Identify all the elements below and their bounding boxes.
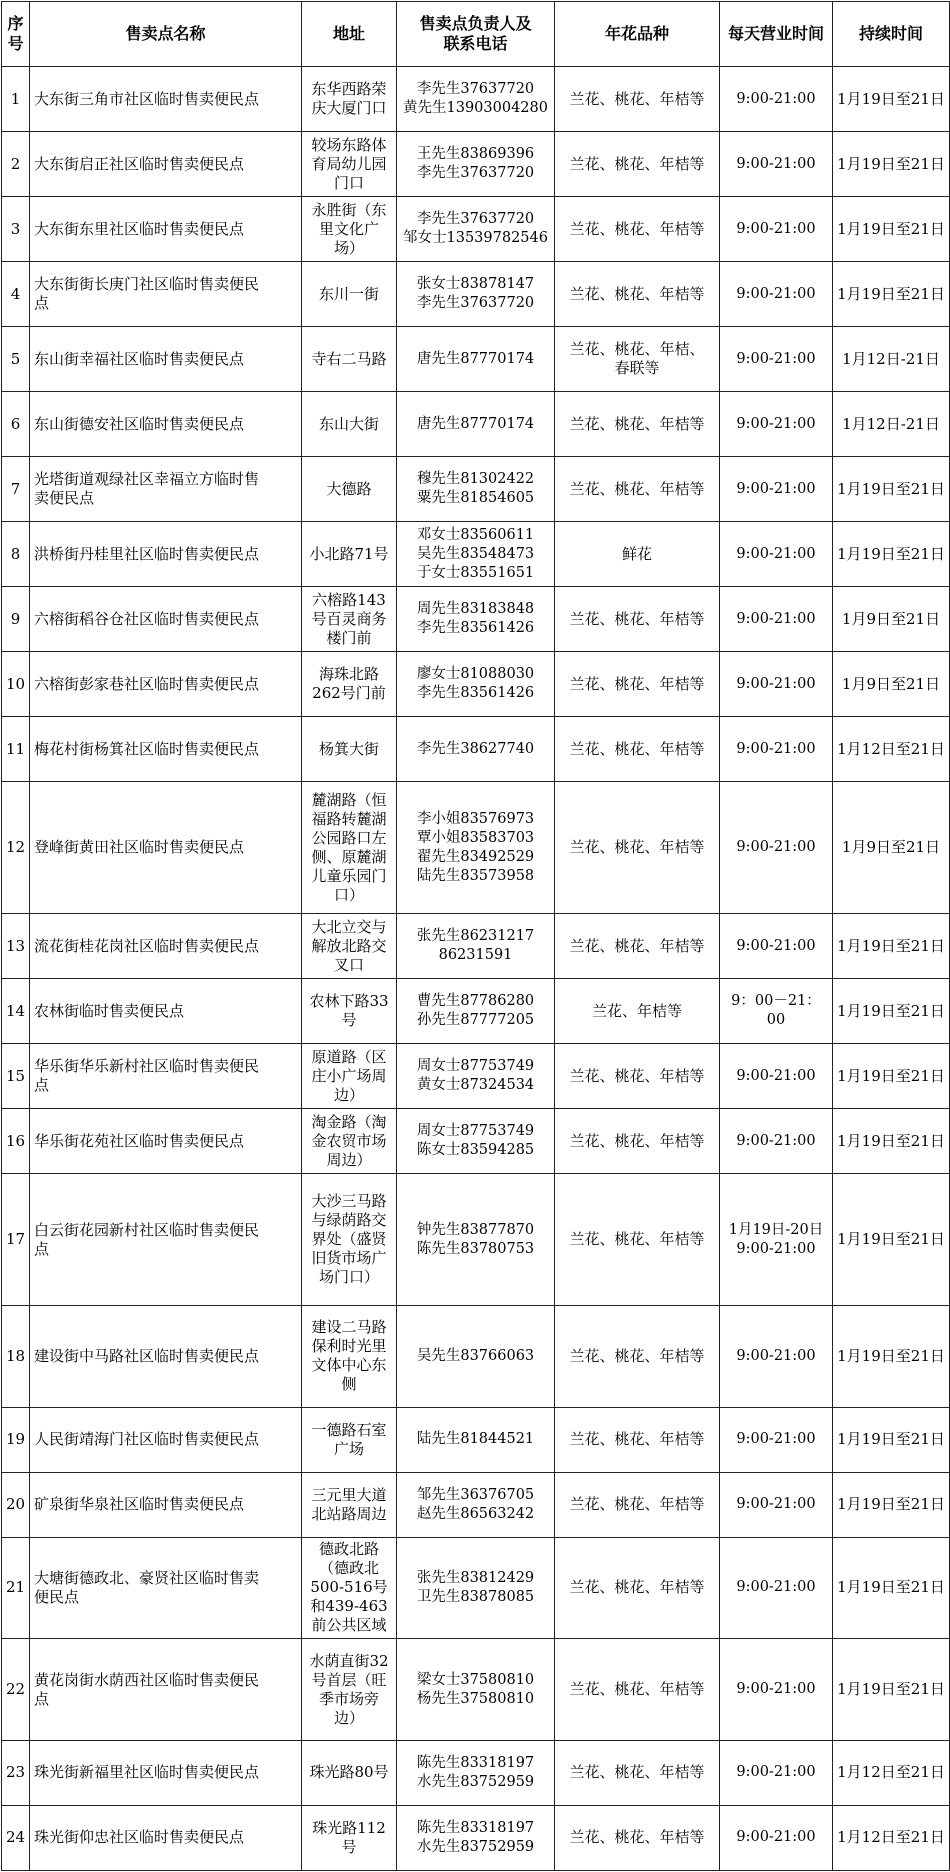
market-contact: 钟先生83877870 陈先生83780753 bbox=[397, 1174, 555, 1306]
header-variety: 年花品种 bbox=[555, 2, 720, 67]
flower-variety: 兰花、桃花、年桔等 bbox=[555, 1805, 720, 1870]
market-name: 黄花岗街水荫西社区临时售卖便民 点 bbox=[30, 1639, 302, 1741]
duration: 1月19日至21日 bbox=[833, 1306, 950, 1408]
table-row bbox=[2, 1044, 950, 1109]
row-no: 20 bbox=[2, 1472, 30, 1537]
table-row bbox=[2, 587, 950, 652]
table-row bbox=[2, 67, 950, 132]
table-row bbox=[2, 522, 950, 587]
market-name: 农林街临时售卖便民点 bbox=[30, 979, 302, 1044]
business-hours: 9:00-21:00 bbox=[720, 1472, 833, 1537]
market-address: 珠光路112 号 bbox=[302, 1805, 397, 1870]
business-hours: 9:00-21:00 bbox=[720, 1805, 833, 1870]
market-address: 大沙三马路 与绿荫路交 界处（盛贤 旧货市场广 场门口） bbox=[302, 1174, 397, 1306]
table-row bbox=[2, 262, 950, 327]
flower-variety: 兰花、桃花、年桔等 bbox=[555, 782, 720, 914]
market-contact: 吴先生83766063 bbox=[397, 1306, 555, 1408]
market-name: 六榕街彭家巷社区临时售卖便民点 bbox=[30, 652, 302, 717]
business-hours: 9:00-21:00 bbox=[720, 717, 833, 782]
business-hours: 9:00-21:00 bbox=[720, 1407, 833, 1472]
market-address: 大北立交与 解放北路交 叉口 bbox=[302, 914, 397, 979]
row-no: 1 bbox=[2, 67, 30, 132]
market-name: 洪桥街丹桂里社区临时售卖便民点 bbox=[30, 522, 302, 587]
market-contact: 邓女士83560611 吴先生83548473 于女士83551651 bbox=[397, 522, 555, 587]
row-no: 8 bbox=[2, 522, 30, 587]
flower-variety: 兰花、桃花、年桔等 bbox=[555, 1537, 720, 1639]
market-name: 华乐街花苑社区临时售卖便民点 bbox=[30, 1109, 302, 1174]
table-row bbox=[2, 1537, 950, 1639]
market-name: 梅花村街杨箕社区临时售卖便民点 bbox=[30, 717, 302, 782]
market-contact: 李先生37637720 黄先生13903004280 bbox=[397, 67, 555, 132]
market-address: 东川一街 bbox=[302, 262, 397, 327]
market-name: 大东街三角市社区临时售卖便民点 bbox=[30, 67, 302, 132]
business-hours: 1月19日-20日 9:00-21:00 bbox=[720, 1174, 833, 1306]
table-row bbox=[2, 197, 950, 262]
market-address: 农林下路33 号 bbox=[302, 979, 397, 1044]
business-hours: 9:00-21:00 bbox=[720, 652, 833, 717]
market-address: 水荫直街32 号首层（旺 季市场旁 边） bbox=[302, 1639, 397, 1741]
duration: 1月12日-21日 bbox=[833, 327, 950, 392]
duration: 1月19日至21日 bbox=[833, 979, 950, 1044]
flower-variety: 兰花、桃花、年桔等 bbox=[555, 392, 720, 457]
market-name: 大东街启正社区临时售卖便民点 bbox=[30, 132, 302, 197]
table-row bbox=[2, 782, 950, 914]
market-contact: 陆先生81844521 bbox=[397, 1407, 555, 1472]
market-name: 流花街桂花岗社区临时售卖便民点 bbox=[30, 914, 302, 979]
duration: 1月12日至21日 bbox=[833, 1805, 950, 1870]
market-contact: 梁女士37580810 杨先生37580810 bbox=[397, 1639, 555, 1741]
table-row bbox=[2, 1639, 950, 1741]
market-address: 海珠北路 262号门前 bbox=[302, 652, 397, 717]
market-contact: 张女士83878147 李先生37637720 bbox=[397, 262, 555, 327]
table-row bbox=[2, 914, 950, 979]
market-name: 建设街中马路社区临时售卖便民点 bbox=[30, 1306, 302, 1408]
market-contact: 曹先生87786280 孙先生87777205 bbox=[397, 979, 555, 1044]
duration: 1月19日至21日 bbox=[833, 132, 950, 197]
table-row bbox=[2, 327, 950, 392]
market-address: 三元里大道 北站路周边 bbox=[302, 1472, 397, 1537]
market-address: 德政北路 （德政北 500-516号 和439-463 前公共区域 bbox=[302, 1537, 397, 1639]
market-address: 永胜街（东 里文化广 场） bbox=[302, 197, 397, 262]
market-name: 东山街德安社区临时售卖便民点 bbox=[30, 392, 302, 457]
row-no: 4 bbox=[2, 262, 30, 327]
row-no: 5 bbox=[2, 327, 30, 392]
market-address: 珠光路80号 bbox=[302, 1740, 397, 1805]
row-no: 10 bbox=[2, 652, 30, 717]
row-no: 18 bbox=[2, 1306, 30, 1408]
table-row bbox=[2, 1740, 950, 1805]
table-row bbox=[2, 1174, 950, 1306]
header-name: 售卖点名称 bbox=[30, 2, 302, 67]
header-no: 序 号 bbox=[2, 2, 30, 67]
market-name: 登峰街黄田社区临时售卖便民点 bbox=[30, 782, 302, 914]
flower-variety: 兰花、桃花、年桔等 bbox=[555, 1639, 720, 1741]
market-name: 光塔街道观绿社区幸福立方临时售 卖便民点 bbox=[30, 457, 302, 522]
duration: 1月19日至21日 bbox=[833, 1044, 950, 1109]
market-contact: 周先生83183848 李先生83561426 bbox=[397, 587, 555, 652]
market-name: 大塘街德政北、豪贤社区临时售卖 便民点 bbox=[30, 1537, 302, 1639]
market-contact: 唐先生87770174 bbox=[397, 392, 555, 457]
market-contact: 陈先生83318197 水先生83752959 bbox=[397, 1805, 555, 1870]
business-hours: 9:00-21:00 bbox=[720, 1639, 833, 1741]
duration: 1月19日至21日 bbox=[833, 197, 950, 262]
row-no: 7 bbox=[2, 457, 30, 522]
market-address: 寺右二马路 bbox=[302, 327, 397, 392]
flower-variety: 兰花、桃花、年桔等 bbox=[555, 1174, 720, 1306]
business-hours: 9:00-21:00 bbox=[720, 1537, 833, 1639]
market-contact: 廖女士81088030 李先生83561426 bbox=[397, 652, 555, 717]
table-row bbox=[2, 1472, 950, 1537]
row-no: 24 bbox=[2, 1805, 30, 1870]
market-contact: 周女士87753749 黄女士87324534 bbox=[397, 1044, 555, 1109]
flower-variety: 兰花、桃花、年桔等 bbox=[555, 1407, 720, 1472]
duration: 1月19日至21日 bbox=[833, 1407, 950, 1472]
flower-variety: 兰花、桃花、年桔、 春联等 bbox=[555, 327, 720, 392]
market-name: 人民街靖海门社区临时售卖便民点 bbox=[30, 1407, 302, 1472]
market-address: 较场东路体 育局幼儿园 门口 bbox=[302, 132, 397, 197]
market-contact: 唐先生87770174 bbox=[397, 327, 555, 392]
duration: 1月12日-21日 bbox=[833, 392, 950, 457]
duration: 1月19日至21日 bbox=[833, 1472, 950, 1537]
duration: 1月12日至21日 bbox=[833, 717, 950, 782]
header-hours: 每天营业时间 bbox=[720, 2, 833, 67]
market-address: 杨箕大街 bbox=[302, 717, 397, 782]
market-name: 矿泉街华泉社区临时售卖便民点 bbox=[30, 1472, 302, 1537]
duration: 1月19日至21日 bbox=[833, 914, 950, 979]
market-address: 东山大街 bbox=[302, 392, 397, 457]
business-hours: 9:00-21:00 bbox=[720, 67, 833, 132]
flower-variety: 兰花、桃花、年桔等 bbox=[555, 67, 720, 132]
duration: 1月19日至21日 bbox=[833, 67, 950, 132]
header-row bbox=[2, 2, 950, 67]
flower-variety: 兰花、桃花、年桔等 bbox=[555, 457, 720, 522]
market-contact: 李先生38627740 bbox=[397, 717, 555, 782]
business-hours: 9:00-21:00 bbox=[720, 392, 833, 457]
flower-variety: 兰花、桃花、年桔等 bbox=[555, 1472, 720, 1537]
row-no: 19 bbox=[2, 1407, 30, 1472]
row-no: 21 bbox=[2, 1537, 30, 1639]
row-no: 3 bbox=[2, 197, 30, 262]
flower-variety: 兰花、年桔等 bbox=[555, 979, 720, 1044]
row-no: 11 bbox=[2, 717, 30, 782]
flower-variety: 兰花、桃花、年桔等 bbox=[555, 587, 720, 652]
business-hours: 9：00－21：00 bbox=[720, 979, 833, 1044]
duration: 1月19日至21日 bbox=[833, 262, 950, 327]
market-address: 麓湖路（恒 福路转麓湖 公园路口左 侧、原麓湖 儿童乐园门 口） bbox=[302, 782, 397, 914]
business-hours: 9:00-21:00 bbox=[720, 457, 833, 522]
market-name: 大东街街长庚门社区临时售卖便民 点 bbox=[30, 262, 302, 327]
table-row bbox=[2, 979, 950, 1044]
market-name: 华乐街华乐新村社区临时售卖便民 点 bbox=[30, 1044, 302, 1109]
table-row bbox=[2, 1109, 950, 1174]
flower-variety: 兰花、桃花、年桔等 bbox=[555, 1044, 720, 1109]
business-hours: 9:00-21:00 bbox=[720, 262, 833, 327]
duration: 1月19日至21日 bbox=[833, 1537, 950, 1639]
row-no: 13 bbox=[2, 914, 30, 979]
flower-variety: 兰花、桃花、年桔等 bbox=[555, 1740, 720, 1805]
market-name: 珠光街新福里社区临时售卖便民点 bbox=[30, 1740, 302, 1805]
table-row bbox=[2, 1805, 950, 1870]
duration: 1月9日至21日 bbox=[833, 652, 950, 717]
market-address: 小北路71号 bbox=[302, 522, 397, 587]
row-no: 22 bbox=[2, 1639, 30, 1741]
row-no: 23 bbox=[2, 1740, 30, 1805]
market-contact: 邹先生36376705 赵先生86563242 bbox=[397, 1472, 555, 1537]
table-row bbox=[2, 1407, 950, 1472]
row-no: 16 bbox=[2, 1109, 30, 1174]
flower-variety: 兰花、桃花、年桔等 bbox=[555, 914, 720, 979]
market-contact: 张先生83812429 卫先生83878085 bbox=[397, 1537, 555, 1639]
market-name: 东山街幸福社区临时售卖便民点 bbox=[30, 327, 302, 392]
flower-variety: 兰花、桃花、年桔等 bbox=[555, 197, 720, 262]
market-contact: 张先生86231217 86231591 bbox=[397, 914, 555, 979]
header-address: 地址 bbox=[302, 2, 397, 67]
flower-variety: 兰花、桃花、年桔等 bbox=[555, 132, 720, 197]
flower-variety: 兰花、桃花、年桔等 bbox=[555, 1306, 720, 1408]
table-row bbox=[2, 392, 950, 457]
market-contact: 陈先生83318197 水先生83752959 bbox=[397, 1740, 555, 1805]
market-name: 珠光街仰忠社区临时售卖便民点 bbox=[30, 1805, 302, 1870]
table-row bbox=[2, 652, 950, 717]
market-contact: 李先生37637720 邹女士13539782546 bbox=[397, 197, 555, 262]
market-contact: 王先生83869396 李先生37637720 bbox=[397, 132, 555, 197]
duration: 1月19日至21日 bbox=[833, 457, 950, 522]
duration: 1月19日至21日 bbox=[833, 522, 950, 587]
market-address: 一德路石室 广场 bbox=[302, 1407, 397, 1472]
duration: 1月19日至21日 bbox=[833, 1174, 950, 1306]
business-hours: 9:00-21:00 bbox=[720, 132, 833, 197]
market-contact: 穆先生81302422 粟先生81854605 bbox=[397, 457, 555, 522]
table-row bbox=[2, 717, 950, 782]
row-no: 17 bbox=[2, 1174, 30, 1306]
market-address: 大德路 bbox=[302, 457, 397, 522]
duration: 1月9日至21日 bbox=[833, 587, 950, 652]
market-address: 淘金路（淘 金农贸市场 周边） bbox=[302, 1109, 397, 1174]
market-address: 原道路（区 庄小广场周 边） bbox=[302, 1044, 397, 1109]
flower-market-table bbox=[1, 1, 950, 1871]
flower-variety: 兰花、桃花、年桔等 bbox=[555, 652, 720, 717]
business-hours: 9:00-21:00 bbox=[720, 782, 833, 914]
market-name: 白云街花园新村社区临时售卖便民 点 bbox=[30, 1174, 302, 1306]
row-no: 15 bbox=[2, 1044, 30, 1109]
row-no: 12 bbox=[2, 782, 30, 914]
duration: 1月9日至21日 bbox=[833, 782, 950, 914]
market-address: 建设二马路 保利时光里 文体中心东 侧 bbox=[302, 1306, 397, 1408]
duration: 1月12日至21日 bbox=[833, 1740, 950, 1805]
row-no: 6 bbox=[2, 392, 30, 457]
table-row bbox=[2, 457, 950, 522]
header-contact: 售卖点负责人及 联系电话 bbox=[397, 2, 555, 67]
header-duration: 持续时间 bbox=[833, 2, 950, 67]
business-hours: 9:00-21:00 bbox=[720, 1740, 833, 1805]
flower-variety: 兰花、桃花、年桔等 bbox=[555, 717, 720, 782]
row-no: 14 bbox=[2, 979, 30, 1044]
business-hours: 9:00-21:00 bbox=[720, 1306, 833, 1408]
market-address: 六榕路143 号百灵商务 楼门前 bbox=[302, 587, 397, 652]
table-row bbox=[2, 1306, 950, 1408]
flower-variety: 兰花、桃花、年桔等 bbox=[555, 262, 720, 327]
flower-variety: 兰花、桃花、年桔等 bbox=[555, 1109, 720, 1174]
business-hours: 9:00-21:00 bbox=[720, 1109, 833, 1174]
business-hours: 9:00-21:00 bbox=[720, 1044, 833, 1109]
duration: 1月19日至21日 bbox=[833, 1109, 950, 1174]
flower-variety: 鲜花 bbox=[555, 522, 720, 587]
business-hours: 9:00-21:00 bbox=[720, 914, 833, 979]
table-row bbox=[2, 132, 950, 197]
market-name: 大东街东里社区临时售卖便民点 bbox=[30, 197, 302, 262]
market-contact: 李小姐83576973 覃小姐83583703 翟先生83492529 陆先生83573958 bbox=[397, 782, 555, 914]
business-hours: 9:00-21:00 bbox=[720, 522, 833, 587]
row-no: 9 bbox=[2, 587, 30, 652]
market-name: 六榕街稻谷仓社区临时售卖便民点 bbox=[30, 587, 302, 652]
business-hours: 9:00-21:00 bbox=[720, 587, 833, 652]
business-hours: 9:00-21:00 bbox=[720, 327, 833, 392]
row-no: 2 bbox=[2, 132, 30, 197]
business-hours: 9:00-21:00 bbox=[720, 197, 833, 262]
market-contact: 周女士87753749 陈女士83594285 bbox=[397, 1109, 555, 1174]
duration: 1月19日至21日 bbox=[833, 1639, 950, 1741]
market-address: 东华西路荣 庆大厦门口 bbox=[302, 67, 397, 132]
